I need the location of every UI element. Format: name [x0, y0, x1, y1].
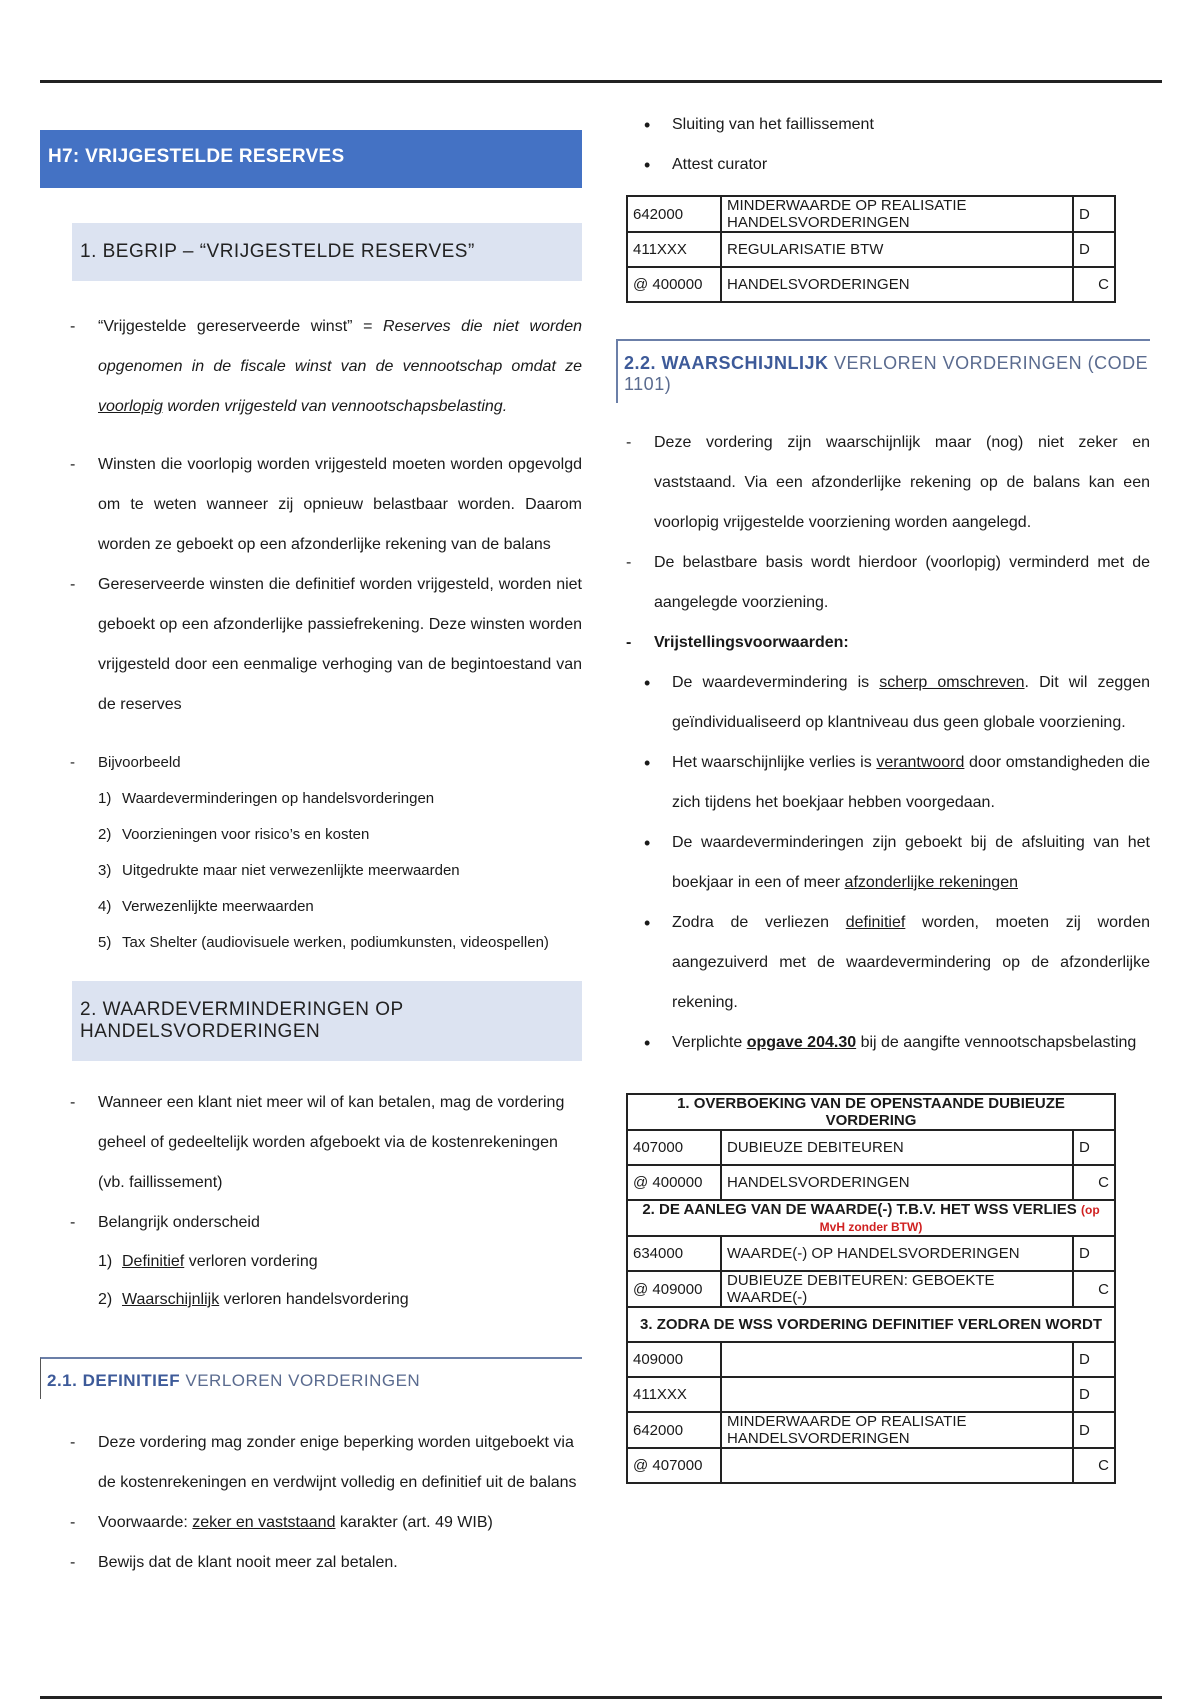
table-row [627, 1448, 1115, 1483]
list-item: - Winsten die voorlopig worden vrijgesteld moeten worden opgevolgd om te weten wanneer zij opnieuw belastbaar worden. Daarom worden ze geboekt op een afzonderlijke rekening van de balans [40, 445, 582, 565]
list-item [620, 1023, 1150, 1063]
account-name [721, 1342, 1073, 1377]
section-1-list [40, 307, 582, 427]
account-name: HANDELSVORDERINGEN [721, 267, 1073, 302]
header-text: 2. DE AANLEG VAN DE WAARDE(-) T.B.V. HET WSS VERLIES [642, 1201, 1077, 1218]
item-number: 2) [98, 826, 112, 843]
example-label: - Bijvoorbeeld [40, 745, 582, 781]
text: Het waarschijnlijke verlies is [672, 754, 877, 771]
example-item [40, 853, 582, 889]
text: worden, moeten zij worden aangezuiverd met de waardevermindering op de afzonderlijke rekening. [672, 914, 1151, 1011]
account-name: REGULARISATIE BTW [721, 232, 1073, 267]
table-row [627, 1377, 1115, 1412]
account-code: 634000 [627, 1236, 721, 1271]
item-number: 4) [98, 898, 112, 915]
item-number: 5) [98, 934, 112, 951]
table-row [627, 267, 1115, 302]
text: Verplichte [672, 1034, 747, 1051]
section-2-title: 2. WAARDEVERMINDERINGEN OP HANDELSVORDERINGEN [72, 981, 582, 1061]
debit-credit: D [1073, 1377, 1115, 1412]
bottom-rule [40, 1696, 1162, 1699]
table-header-cell [627, 1307, 1115, 1342]
distinction-item [40, 1243, 582, 1281]
example-item [40, 817, 582, 853]
account-name: MINDERWAARDE OP REALISATIE HANDELSVORDERINGEN [721, 196, 1073, 232]
account-name: MINDERWAARDE OP REALISATIE HANDELSVORDERINGEN [721, 1412, 1073, 1448]
debit-credit: D [1073, 196, 1115, 232]
item-text [98, 1291, 409, 1308]
table-row [627, 1342, 1115, 1377]
account-code: 642000 [627, 196, 721, 232]
list-item [40, 1503, 582, 1543]
account-name: DUBIEUZE DEBITEUREN: GEBOEKTE WAARDE(-) [721, 1271, 1073, 1307]
item-text: Tax Shelter (audiovisuele werken, podiumkunsten, videospellen) [122, 934, 549, 951]
section-1-title: 1. BEGRIP – “VRIJGESTELDE RESERVES” [72, 223, 582, 281]
list-item: • Attest curator [620, 145, 1150, 185]
example-list [40, 745, 582, 781]
list-item: - Vrijstellingsvoorwaarden: [596, 623, 1150, 663]
list-item [40, 307, 582, 427]
text: karakter (art. 49 WIB) [335, 1514, 493, 1531]
distinction-item [40, 1281, 582, 1319]
debit-credit: D [1073, 1342, 1115, 1377]
debit-credit: D [1073, 1412, 1115, 1448]
section-2-1-list [40, 1423, 582, 1583]
debit-credit: C [1073, 1448, 1115, 1483]
table-row [627, 1271, 1115, 1307]
text: door omstandigheden die zich tijdens het boekjaar hebben voorgedaan. [672, 754, 1150, 811]
list-item: - Gereserveerde winsten die definitief worden vrijgesteld, worden niet geboekt op een afzonderlijke passiefrekening. Deze winsten worden vrijgesteld door een eenmalige verhoging van de begintoestand van de reserves [40, 565, 582, 725]
text: definitief [845, 914, 906, 931]
text: voorlopig [98, 398, 163, 415]
header-text: 3. ZODRA DE WSS VORDERING DEFINITIEF VERLOREN WORDT [640, 1316, 1102, 1333]
procedure-list [620, 105, 1150, 185]
text: De waardevermindering is [672, 674, 880, 691]
text: 2.1. DEFINITIEF [47, 1371, 181, 1390]
account-code: @ 409000 [627, 1271, 721, 1307]
list-item: - Deze vordering zijn waarschijnlijk maar (nog) niet zeker en vaststaand. Via een afzonderlijke rekening op de balans kan een voorlopig vrijgestelde voorziening worden aangelegd. [596, 423, 1150, 543]
item-rest: verloren vordering [184, 1253, 318, 1270]
header-note: (op MvH zonder BTW) [819, 1203, 1100, 1234]
account-code: 407000 [627, 1130, 721, 1165]
chapter-title: H7: VRIJGESTELDE RESERVES [40, 130, 582, 188]
list-item [620, 903, 1150, 1023]
list-item: - Wanneer een klant niet meer wil of kan betalen, mag de vordering geheel of gedeeltelijk worden afgeboekt via de kostenrekeningen (vb. faillissement) [40, 1083, 582, 1203]
conditions-list [620, 663, 1150, 1063]
item-number: 1) [98, 1253, 113, 1270]
table-row [627, 1412, 1115, 1448]
item-text: Waardeverminderingen op handelsvorderingen [122, 790, 435, 807]
account-name: HANDELSVORDERINGEN [721, 1165, 1073, 1200]
journal-entry-table-1 [626, 195, 1116, 303]
item-number: 1) [98, 790, 112, 807]
text: Zodra de verliezen [672, 914, 846, 931]
account-code: @ 400000 [627, 1165, 721, 1200]
account-code: 411XXX [627, 232, 721, 267]
distinction-list [40, 1243, 582, 1319]
text: scherp omschreven [879, 674, 1025, 691]
section-1-list-2 [40, 445, 582, 725]
text: zeker en vaststaand [192, 1514, 336, 1531]
item-text: Voorzieningen voor risico’s en kosten [122, 826, 370, 843]
item-number: 3) [98, 862, 112, 879]
text: . Dit wil zeggen geïndividualiseerd op klantniveau dus geen globale voorziening. [672, 674, 1150, 731]
header-text: 1. OVERBOEKING VAN DE OPENSTAANDE DUBIEUZE VORDERING [677, 1095, 1065, 1129]
list-item: - Bewijs dat de klant nooit meer zal betalen. [40, 1543, 582, 1583]
left-column [40, 130, 582, 1583]
text: Reserves die niet worden opgenomen in de fiscale winst van de vennootschap omdat ze [98, 318, 582, 375]
text: afzonderlijke rekeningen [844, 874, 1018, 891]
list-item: • Sluiting van het faillissement [620, 105, 1150, 145]
account-code: @ 407000 [627, 1448, 721, 1483]
account-code: 642000 [627, 1412, 721, 1448]
account-name [721, 1377, 1073, 1412]
debit-credit: C [1073, 1165, 1115, 1200]
text: VERLOREN VORDERINGEN (CODE 1101) [624, 353, 1149, 394]
example-item [40, 781, 582, 817]
item-keyword: Definitief [122, 1253, 185, 1270]
debit-credit: C [1073, 1271, 1115, 1307]
list-item: - Deze vordering mag zonder enige beperking worden uitgeboekt via de kostenrekeningen en verdwijnt volledig en definitief uit de balans [40, 1423, 582, 1503]
table-header-cell [627, 1094, 1115, 1130]
item-text: Verwezenlijkte meerwaarden [122, 898, 314, 915]
account-name: WAARDE(-) OP HANDELSVORDERINGEN [721, 1236, 1073, 1271]
account-name [721, 1448, 1073, 1483]
right-column [620, 105, 1150, 1484]
example-item [40, 925, 582, 961]
table-header-row [627, 1200, 1115, 1236]
text: Voorwaarde: [98, 1514, 193, 1531]
debit-credit: D [1073, 232, 1115, 267]
account-code: @ 400000 [627, 267, 721, 302]
list-item: - De belastbare basis wordt hierdoor (voorlopig) verminderd met de aangelegde voorziening. [596, 543, 1150, 623]
journal-entry-table-2 [626, 1093, 1116, 1484]
debit-credit: D [1073, 1130, 1115, 1165]
text: “Vrijgestelde gereserveerde winst” = [98, 318, 384, 335]
list-item: - Belangrijk onderscheid [40, 1203, 582, 1243]
table-row [627, 196, 1115, 232]
item-rest: verloren handelsvordering [219, 1291, 409, 1308]
account-code: 411XXX [627, 1377, 721, 1412]
section-2-list [40, 1083, 582, 1243]
table-row [627, 1236, 1115, 1271]
debit-credit: C [1073, 267, 1115, 302]
list-item [620, 823, 1150, 903]
table-row [627, 232, 1115, 267]
item-number: 2) [98, 1291, 113, 1308]
item-text [98, 1253, 318, 1270]
account-code: 409000 [627, 1342, 721, 1377]
text: De waardeverminderingen zijn geboekt bij de afsluiting van het boekjaar in een of meer [672, 834, 1150, 891]
table-header-row [627, 1307, 1115, 1342]
text: verantwoord [876, 754, 965, 771]
table-row [627, 1130, 1115, 1165]
text: bij de aangifte vennootschapsbelasting [856, 1034, 1137, 1051]
text: worden vrijgesteld van vennootschapsbelasting. [162, 398, 508, 415]
section-2-1-title [40, 1357, 582, 1399]
text: 2.2. WAARSCHIJNLIJK [624, 353, 829, 373]
section-2-2-title [616, 339, 1150, 403]
table-header-row [627, 1094, 1115, 1130]
item-text: Uitgedrukte maar niet verwezenlijkte meerwaarden [122, 862, 460, 879]
top-rule [40, 80, 1162, 83]
list-item [620, 663, 1150, 743]
section-2-2-list [596, 423, 1150, 663]
account-name: DUBIEUZE DEBITEUREN [721, 1130, 1073, 1165]
example-item [40, 889, 582, 925]
text: opgave 204.30 [746, 1034, 857, 1051]
list-item [620, 743, 1150, 823]
item-keyword: Waarschijnlijk [122, 1291, 220, 1308]
text: VERLOREN VORDERINGEN [180, 1371, 421, 1390]
table-header-cell [627, 1200, 1115, 1236]
examples-list [40, 781, 582, 961]
table-row [627, 1165, 1115, 1200]
debit-credit: D [1073, 1236, 1115, 1271]
